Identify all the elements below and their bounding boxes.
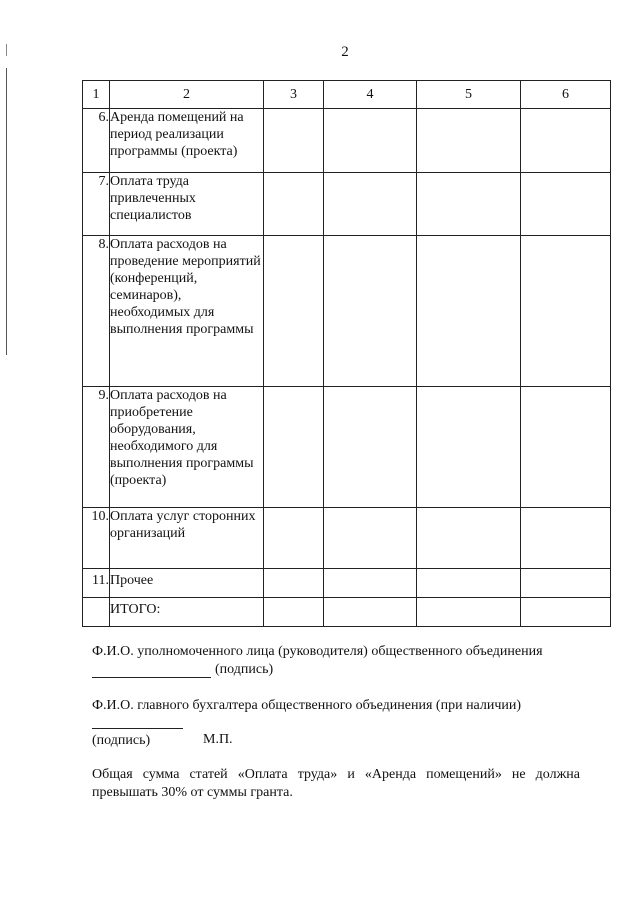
table-row	[83, 109, 611, 173]
table-row	[83, 387, 611, 508]
footnote: Общая сумма статей «Оплата труда» и «Аренда помещений» не должна превышать 30% от суммы гранта.	[92, 767, 580, 800]
amount-cell	[521, 569, 611, 598]
head-name-label: Ф.И.О. уполномоченного лица (руководителя) общественного объединения	[92, 644, 543, 659]
amount-cell	[417, 173, 521, 236]
amount-cell	[521, 109, 611, 173]
amount-cell	[417, 236, 521, 387]
amount-cell	[264, 569, 324, 598]
row-number: 6.	[83, 109, 110, 173]
amount-cell	[264, 236, 324, 387]
expense-item: Оплата труда привлеченных специалистов	[110, 173, 264, 236]
signature-blank	[92, 728, 183, 729]
table-row	[83, 173, 611, 236]
accountant-signature-label: (подпись)	[92, 733, 151, 748]
amount-cell	[417, 569, 521, 598]
page-number: 2	[341, 44, 349, 60]
row-number	[83, 598, 110, 627]
amount-cell	[324, 598, 417, 627]
amount-cell	[324, 173, 417, 236]
amount-cell	[324, 508, 417, 569]
amount-cell	[324, 236, 417, 387]
amount-cell	[521, 387, 611, 508]
amount-cell	[324, 387, 417, 508]
amount-cell	[417, 598, 521, 627]
table-row	[83, 508, 611, 569]
amount-cell	[417, 387, 521, 508]
row-number: 9.	[83, 387, 110, 508]
budget-table	[82, 80, 611, 627]
column-header: 1	[83, 81, 110, 109]
amount-cell	[521, 598, 611, 627]
amount-cell	[417, 508, 521, 569]
amount-cell	[521, 508, 611, 569]
amount-cell	[324, 109, 417, 173]
column-header: 3	[264, 81, 324, 109]
amount-cell	[324, 569, 417, 598]
expense-item: Аренда помещений на период реализации программы (проекта)	[110, 109, 264, 173]
margin-mark	[6, 68, 7, 355]
table-row	[83, 569, 611, 598]
table-row-total	[83, 598, 611, 627]
column-header: 4	[324, 81, 417, 109]
row-number: 11.	[83, 569, 110, 598]
row-number: 8.	[83, 236, 110, 387]
amount-cell	[264, 109, 324, 173]
table-header-row	[83, 81, 611, 109]
expense-item: Прочее	[110, 569, 264, 598]
signature-blank	[92, 677, 211, 678]
amount-cell	[264, 387, 324, 508]
expense-item: Оплата расходов на проведение мероприятий (конференций, семинаров), необходимых для выполнения программы	[110, 236, 264, 387]
amount-cell	[417, 109, 521, 173]
amount-cell	[264, 508, 324, 569]
accountant-name-label: Ф.И.О. главного бухгалтера общественного объединения (при наличии)	[92, 698, 522, 713]
row-number: 10.	[83, 508, 110, 569]
total-label: ИТОГО:	[110, 598, 264, 627]
stamp-label: М.П.	[203, 732, 233, 747]
amount-cell	[264, 173, 324, 236]
head-signature-label: (подпись)	[215, 662, 274, 677]
expense-item: Оплата расходов на приобретение оборудования, необходимого для выполнения программы (проекта)	[110, 387, 264, 508]
column-header: 5	[417, 81, 521, 109]
amount-cell	[264, 598, 324, 627]
table-row	[83, 236, 611, 387]
amount-cell	[521, 236, 611, 387]
expense-item: Оплата услуг сторонних организаций	[110, 508, 264, 569]
column-header: 2	[110, 81, 264, 109]
amount-cell	[521, 173, 611, 236]
column-header: 6	[521, 81, 611, 109]
row-number: 7.	[83, 173, 110, 236]
